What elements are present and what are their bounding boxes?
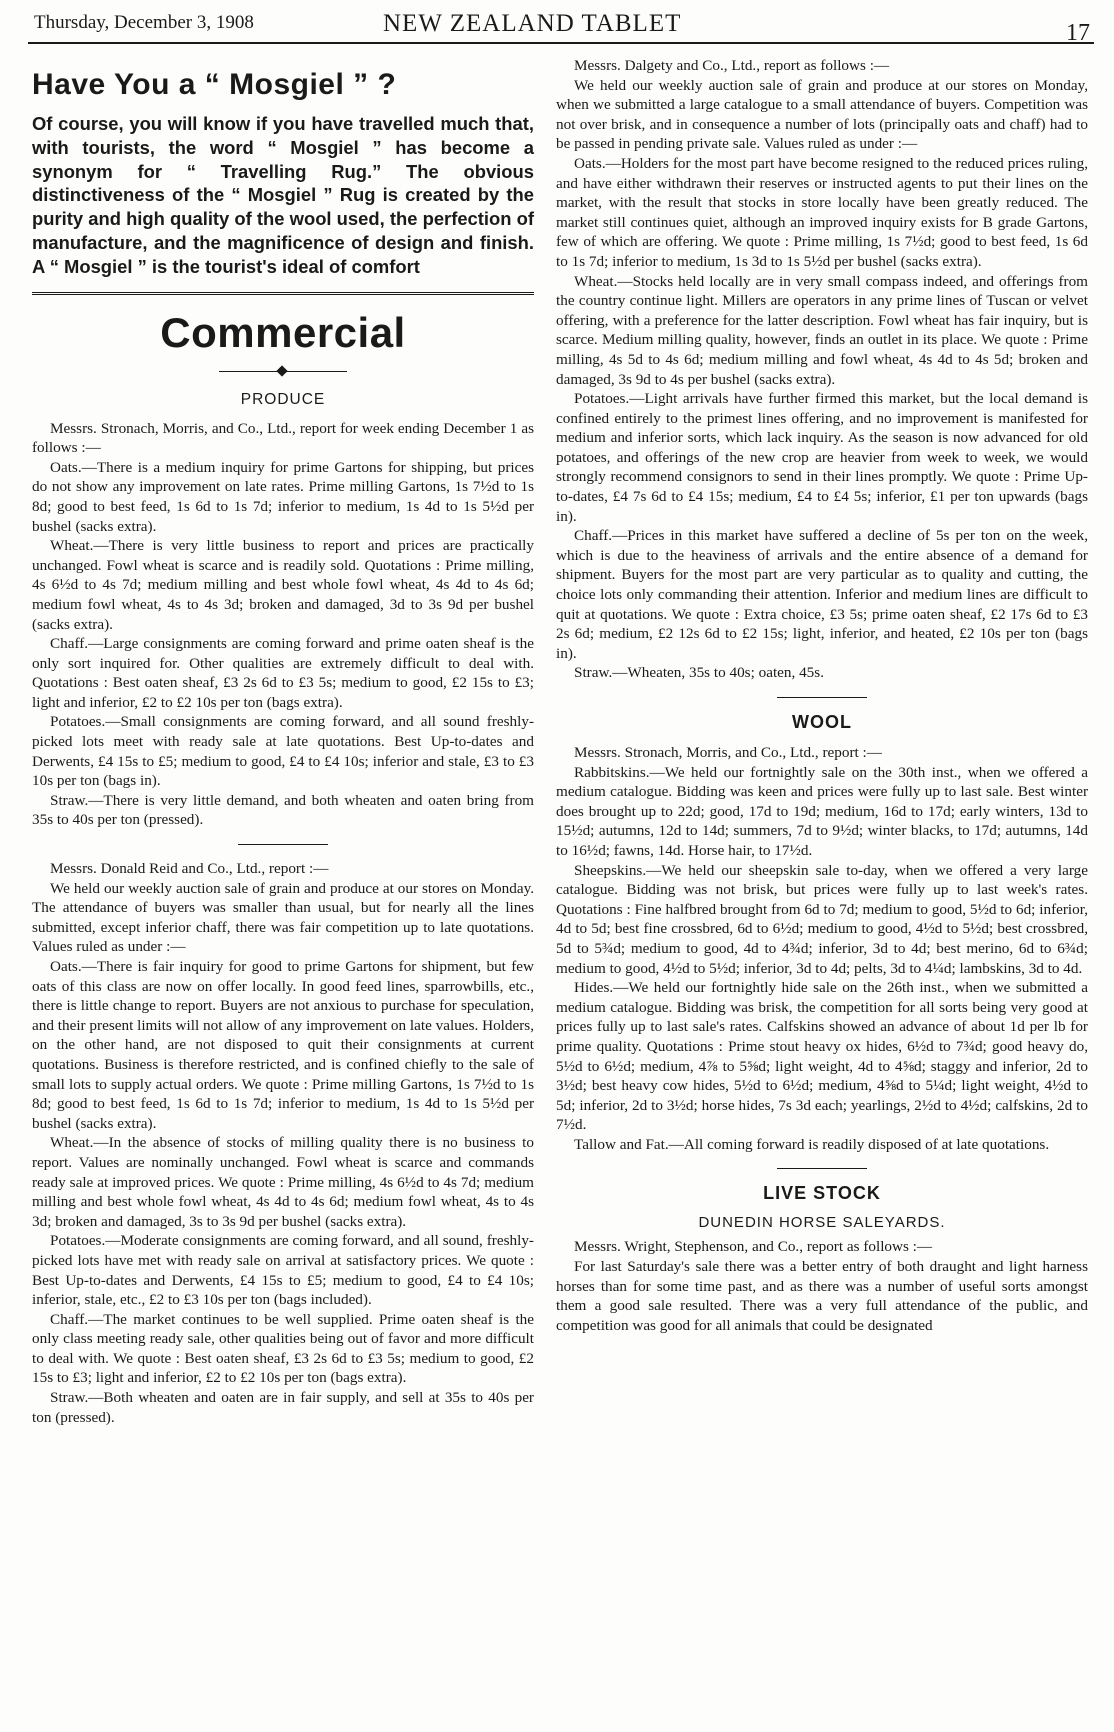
wool-heading: WOOL: [792, 712, 852, 732]
wool-report: [556, 743, 1088, 1154]
paragraph: Tallow and Fat.—All coming forward is readily disposed of at late quotations.: [574, 1135, 1050, 1153]
paragraph: Messrs. Wright, Stephenson, and Co., report as follows :—: [574, 1238, 933, 1256]
livestock-report: [556, 1237, 1088, 1335]
ornament-rule: [219, 367, 347, 377]
paragraph: Potatoes.—Moderate consignments are coming forward, and all sound, freshly-picked lots have met with ready sale on arrival at satisfactory prices. We quote : Best Up-to-dates and Derwents, £4 15s to £5; medium to good, £4 to £4 10s; inferior, stale, etc., £2 to £3 10s per ton (bags included).: [32, 1232, 534, 1309]
paragraph: Wheat.—In the absence of stocks of milling quality there is no business to report. Values are nominally unchanged. Fowl wheat is scarce and commands ready sale at improved prices. We quote : Prime milling, 4s 6½d to 4s 7d; medium milling and best whole fowl wheat, 4s 4d to 4s 6d; medium fowl wheat, 4s to 4s 3d; broken and damaged, 3s to 3s 9d per bushel (sacks extra).: [32, 1134, 534, 1230]
paragraph: Hides.—We held our fortnightly hide sale on the 26th inst., when we submitted a medium catalogue. Bidding was brisk, the competition for all sorts being very good at prices fully up to last sale's rates. Calfskins showed an advance of about 1d per lb for prime quality. Quotations : Prime stout heavy ox hides, 6½d to 7¾d; good heavy do, 5½d to 6½d; medium, 4⅞ to 5⅝d; light weight, 4d to 4⅝d; staggy and inferior, 2d to 3½d; best heavy cow hides, 5½d to 6½d; medium, 4⅝d to 5¼d; light weight, 4½d to 5d; inferior, 2d to 3½d; horse hides, 7s 3d each; yearlings, 2½d to 4½d; calfskins, 2d to 7½d.: [556, 979, 1088, 1134]
reid-produce-report: [32, 859, 534, 1427]
left-column: [32, 56, 534, 1427]
paragraph: Wheat.—Stocks held locally are in very small compass indeed, and offerings from the country continue light. Millers are operators in any prime lines of Tuscan or velvet offering, with a preference for the latter description. Fowl wheat has fair inquiry, but is scarce. Medium milling quality, however, finds an outlet in its place. We quote : Prime milling, 4s 5d to 4s 6d; medium milling and fowl wheat, 4s 4d to 4s 5d; broken and damaged, 3s 9d to 4s per bushel (sacks extra).: [556, 272, 1088, 388]
produce-heading: PRODUCE: [240, 390, 326, 408]
mosgiel-advert: [32, 68, 534, 279]
advert-headline: Have You a “ Mosgiel ” ?: [32, 68, 397, 101]
divider: [32, 292, 534, 295]
paragraph: Messrs. Donald Reid and Co., Ltd., report :—: [50, 860, 329, 878]
paragraph: Straw.—Both wheaten and oaten are in fair supply, and sell at 35s to 40s per ton (pressed).: [32, 1389, 534, 1426]
paragraph: We held our weekly auction sale of grain and produce at our stores on Monday, when we submitted a large catalogue to a small attendance of buyers. Competition was not over brisk, and in consequence a number of lots (principally oats and chaff) had to be passed in pending private sale. Values ruled as under :—: [556, 76, 1088, 153]
paragraph: Chaff.—The market continues to be well supplied. Prime oaten sheaf is the only class meeting ready sale, other qualities being out of favor and more difficult to deal with. We quote : Best oaten sheaf, £3 2s 6d to £3 5s; medium to good, £2 15s to £3; light and inferior, £2 to £2 10s per ton (bags extra).: [32, 1310, 534, 1387]
commercial-title: Commercial: [160, 308, 406, 356]
divider: [777, 697, 867, 698]
paragraph: Straw.—Wheaten, 35s to 40s; oaten, 45s.: [574, 664, 824, 682]
paragraph: Sheepskins.—We held our sheepskin sale to-day, when we offered a very large catalogue. Bidding was not brisk, but prices were fully up to last week's rates. Quotations : Fine halfbred brought from 6d to 7d; medium to good, 5½d to 6d; inferior, 4d to 5d; best fine crossbred, 6d to 6½d; medium to good, 4½d to 5½d; best crossbred, 5d to 5¾d; medium to good, 4d to 4¾d; inferior, 3d to 4d; best merino, 6d to 6¾d; medium to good, 4½d to 5½d; inferior, 3d to 4d; pelts, 3d to 4¼d; lambskins, 3d to 4d.: [556, 861, 1088, 977]
paragraph: Chaff.—Large consignments are coming forward and prime oaten sheaf is the only sort inquired for. Other qualities are extremely difficult to deal with. Quotations : Best oaten sheaf, £3 2s 6d to £3 5s; medium to good, £2 15s to £3; light and inferior, £2 to £2 10s per ton (bags extra).: [32, 635, 534, 711]
paragraph: Straw.—There is very little demand, and both wheaten and oaten bring from 35s to 40s per ton (pressed).: [32, 791, 534, 829]
issue-date: Thursday, December 3, 1908: [34, 12, 254, 33]
divider: [238, 844, 328, 845]
paragraph: Potatoes.—Light arrivals have further firmed this market, but the local demand is confined entirely to the primest lines offering, and no improvement is manifested for medium and inferior sorts, which lack inquiry. As the season is now advanced for old potatoes, and offerings of the new crop are heavier from week to week, we would strongly recommend consignors to send in their lines promptly. We quote : Prime Up-to-dates, £4 7s 6d to £4 15s; medium, £4 to £4 5s; inferior, £1 per ton upwards (bags in).: [556, 390, 1088, 525]
saleyards-heading: DUNEDIN HORSE SALEYARDS.: [698, 1214, 946, 1232]
paragraph: Oats.—Holders for the most part have become resigned to the reduced prices ruling, and have either withdrawn their reserves or instructed agents to put their lines on the market, with the result that stocks in store locally have been greatly reduced. The market still continues quiet, although an improved inquiry exists for B grade Gartons, few of which are offering. We quote : Prime milling, 1s 7½d; good to best feed, 1s 6d to 1s 7d; inferior to medium, 1s 3d to 1s 5½d per bushel (sacks extra).: [556, 154, 1088, 270]
paragraph: Messrs. Dalgety and Co., Ltd., report as follows :—: [574, 57, 890, 74]
paragraph: Rabbitskins.—We held our fortnightly sale on the 30th inst., when we offered a medium catalogue. Bidding was keen and prices were fully up to last sale. Best winter does brought up to 22d; good, 17d to 19d; medium, 16d to 17d; early winters, 13d to 15½d; autumns, 12d to 14d; summers, 7d to 9½d; winter blacks, to 17d; autumns, 14d to 16½d; fawns, 14d. Horse hair, to 17½d.: [556, 763, 1088, 859]
paragraph: For last Saturday's sale there was a better entry of both draught and light harness horses than for some time past, and as there was a number of useful sorts amongst them a good sale resulted. There was a very full attendance of the public, and competition was good for all animals that could be designated: [556, 1258, 1088, 1334]
masthead: [28, 6, 1094, 44]
paragraph: Potatoes.—Small consignments are coming forward, and all sound freshly-picked lots meet with ready sale at late quotations. Best Up-to-dates and Derwents, £4 15s to £5; medium to good, £4 to £4 10s; inferior and stale, £3 to £3 10s per ton (bags in).: [32, 713, 534, 790]
paragraph: Chaff.—Prices in this market have suffered a decline of 5s per ton on the week, which is due to the heaviness of arrivals and the entire absence of a demand for shipment. Buyers for the most part are very particular as to quality and cutting, the choice lots only commanding their attention. Inferior and medium lines are difficult to quit at quotations. We quote : Extra choice, £3 5s; prime oaten sheaf, £2 17s 6d to £3 2s 6d; medium, £2 12s 6d to £2 15s; light, inferior, and heated, £2 10s per ton (bags in).: [556, 527, 1088, 662]
paragraph: Wheat.—There is very little business to report and prices are practically unchanged. Fowl wheat is scarce and is readily sold. Quotations : Prime milling, 4s 6½d to 4s 7d; medium milling and best whole fowl wheat, 4s 4d to 4s 6d; medium fowl wheat, 4s to 4s 3d; broken and damaged, 3d to 3s 9d per bushel (sacks extra).: [32, 537, 534, 633]
paragraph: Messrs. Stronach, Morris, and Co., Ltd., report :—: [574, 744, 882, 761]
stronach-produce-report: [32, 419, 534, 830]
newspaper-title: NEW ZEALAND TABLET: [383, 10, 682, 37]
paragraph: Oats.—There is a medium inquiry for prime Gartons for shipping, but prices do not show any improvement on late rates. Prime milling Gartons, 1s 7½d to 1s 8d; good to best feed, 1s 6d to 1s 7d; inferior to medium, 1s 4d to 1s 5½d per bushel (sacks extra).: [32, 458, 534, 535]
dalgety-produce-report: [556, 56, 1088, 683]
paragraph: We held our weekly auction sale of grain and produce at our stores on Monday. The attendance of buyers was smaller than usual, but for nearly all the lines submitted, except inferior chaff, there was fair competition up to late quotations. Values ruled as under :—: [32, 879, 534, 956]
livestock-heading: LIVE STOCK: [763, 1183, 881, 1204]
right-column: [556, 56, 1088, 1335]
paragraph: Messrs. Stronach, Morris, and Co., Ltd., report for week ending December 1 as follows :—: [32, 419, 534, 457]
page-number: 17: [1066, 20, 1090, 46]
advert-body: Of course, you will know if you have travelled much that, with tourists, the word “ Mosgiel ” has become a synonym for “ Travelling Rug.” The obvious distinctiveness of the “ Mosgiel ” Rug is created by the purity and high quality of the wool used, the perfection of manufacture, and the magnificence of design and finish. A “ Mosgiel ” is the tourist's ideal of comfort: [32, 113, 534, 277]
paragraph: Oats.—There is fair inquiry for good to prime Gartons for shipment, but few oats of this class are now on offer locally. In good feed lines, sparrowbills, etc., there is little change to report. Buyers are not anxious to purchase for speculation, and their present limits will not allow of any improvement on late values. Holders, on the other hand, are not disposed to quit their consignments at current quotations. Business is therefore restricted, and is confined chiefly to the sale of small lots to supply actual orders. We quote : Prime milling Gartons, 1s 7½d to 1s 8d; good to best feed, 1s 6d to 1s 7d; inferior to medium, 1s 4d to 1s 5½d per bushel (sacks extra).: [32, 958, 534, 1132]
divider: [777, 1168, 867, 1169]
